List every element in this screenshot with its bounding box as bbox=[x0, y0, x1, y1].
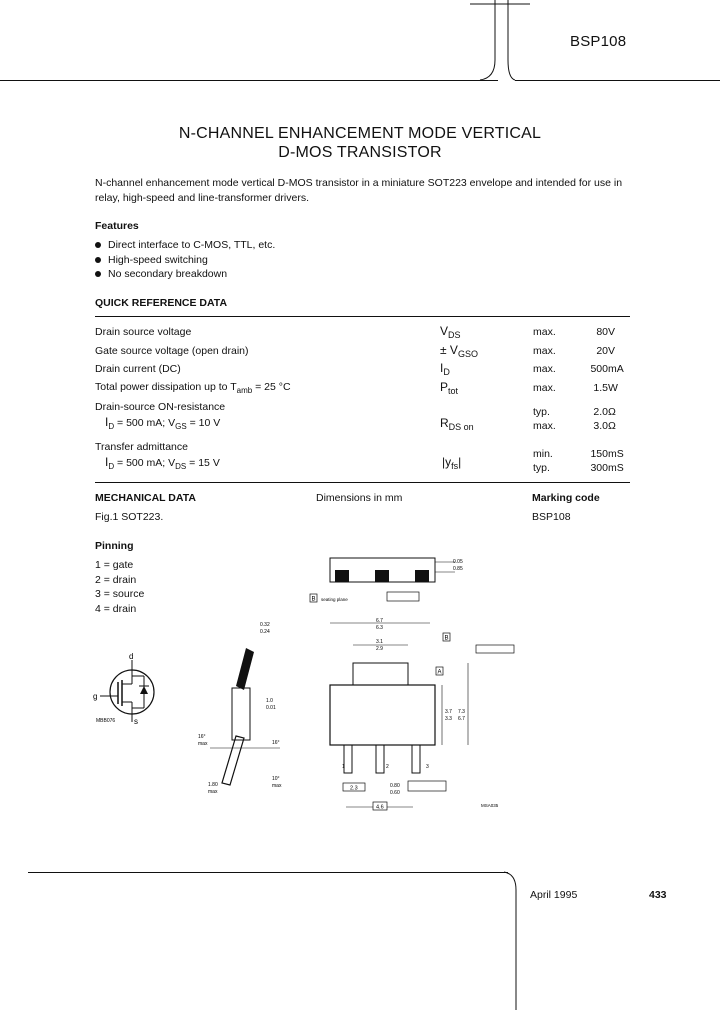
unit: mS bbox=[608, 462, 624, 474]
drain-label: d bbox=[129, 652, 134, 661]
body-h-3: 7.3 bbox=[458, 709, 465, 715]
top-w-1: 6.7 bbox=[376, 618, 383, 624]
header-divider bbox=[470, 0, 540, 84]
page-title bbox=[0, 124, 720, 162]
on-resistance-param: Drain-source ON-resistance bbox=[95, 401, 226, 413]
pin-item: 2 = drain bbox=[95, 573, 137, 586]
value: 3.0 bbox=[593, 420, 608, 432]
value: 500 bbox=[590, 363, 608, 376]
pin-num-3: 3 bbox=[426, 764, 429, 770]
ref-a: A bbox=[437, 669, 442, 676]
symbol: $I_D$ bbox=[440, 361, 450, 378]
lead-w-3: 0.80 bbox=[390, 783, 400, 789]
unit: V bbox=[608, 344, 616, 357]
source-label: s bbox=[134, 717, 138, 726]
seating-label: seating plane bbox=[321, 597, 348, 602]
transistor-symbol bbox=[92, 650, 167, 730]
page-number: 433 bbox=[649, 889, 667, 901]
param: Total power dissipation up to $T_{amb} = 25$ °C bbox=[95, 381, 291, 396]
package-outline-drawing bbox=[318, 615, 523, 815]
value: 2.0 bbox=[593, 406, 608, 418]
footer-divider bbox=[500, 860, 530, 1010]
body-h-4: 6.7 bbox=[458, 716, 465, 722]
on-resistance-condition: $I_D = 500$ mA; $V_{GS} = 10$ V bbox=[105, 415, 221, 432]
lead-w-4: 0.60 bbox=[390, 790, 400, 796]
lead-thk-2: 0.24 bbox=[260, 629, 270, 635]
table-row bbox=[533, 461, 630, 475]
footer-date: April 1995 bbox=[530, 889, 578, 901]
lead-detail-drawing bbox=[190, 620, 300, 800]
table-row bbox=[533, 447, 630, 461]
body-h-1: 3.7 bbox=[445, 709, 452, 715]
seating-ref: B bbox=[311, 596, 316, 603]
footer-rule bbox=[28, 872, 508, 873]
pin-item: 3 = source bbox=[95, 588, 145, 600]
symbol-code: MBB076 bbox=[96, 718, 116, 724]
table-row bbox=[533, 419, 630, 433]
on-resistance-symbol: $R_{DS on}$ bbox=[440, 416, 474, 432]
qualifier: max. bbox=[533, 344, 556, 357]
span: 4.6 bbox=[376, 804, 384, 811]
transfer-values bbox=[533, 447, 630, 475]
pinning-list bbox=[95, 558, 144, 616]
mechanical-heading: MECHANICAL DATA bbox=[95, 492, 196, 504]
header-rule-right bbox=[515, 80, 720, 81]
pitch: 2.3 bbox=[350, 785, 358, 792]
angle-1b: max bbox=[198, 741, 208, 747]
drawing-code: MSA035 bbox=[481, 803, 499, 808]
symbol: $P_{tot}$ bbox=[440, 380, 459, 397]
marking-heading: Marking code bbox=[532, 492, 600, 504]
quick-reference-bottom-rule bbox=[95, 482, 630, 483]
side-view-drawing bbox=[305, 550, 465, 608]
pinning-heading: Pinning bbox=[95, 540, 134, 552]
angle-2: 16° bbox=[272, 740, 280, 746]
angle-1: 16° bbox=[198, 734, 206, 740]
pin-item: 4 = drain bbox=[95, 602, 137, 615]
table-row bbox=[95, 360, 630, 379]
title-line-2: D-MOS TRANSISTOR bbox=[278, 144, 442, 161]
qualifier: min. bbox=[533, 448, 553, 460]
param: Drain source voltage bbox=[95, 326, 192, 339]
qualifier: max. bbox=[533, 420, 556, 432]
gate-label: g bbox=[93, 692, 98, 701]
unit: W bbox=[608, 382, 618, 395]
angle-3: 10° bbox=[272, 776, 280, 782]
side-tol-1: 0.05 bbox=[453, 559, 463, 565]
feature-item: Direct interface to C-MOS, TTL, etc. bbox=[95, 238, 395, 253]
transfer-condition: $I_D = 500$ mA; $V_{DS} = 15$ V bbox=[105, 455, 220, 472]
title-line-1: N-CHANNEL ENHANCEMENT MODE VERTICAL bbox=[178, 125, 542, 142]
value: 20 bbox=[596, 344, 608, 357]
table-row bbox=[95, 379, 630, 398]
feature-item: High-speed switching bbox=[95, 253, 395, 268]
qualifier: max. bbox=[533, 363, 556, 376]
pin-num-1: 1 bbox=[342, 764, 345, 770]
pin-item: 1 = gate bbox=[95, 559, 134, 571]
value: 1.5 bbox=[593, 382, 608, 395]
part-number: BSP108 bbox=[570, 33, 627, 50]
side-tol-2: 0.85 bbox=[453, 566, 463, 572]
transfer-symbol: $|y_{fs}|$ bbox=[442, 455, 462, 471]
dimensions-note: Dimensions in mm bbox=[316, 492, 403, 504]
qualifier: typ. bbox=[533, 406, 550, 418]
lead-t-2: 0.01 bbox=[266, 705, 276, 711]
on-resistance-values bbox=[533, 405, 630, 433]
lead-w-1: 1.80 bbox=[208, 782, 218, 788]
ref-b: B bbox=[444, 635, 449, 642]
qualifier: max. bbox=[533, 382, 556, 395]
features-list bbox=[95, 238, 395, 282]
lead-w-2: max bbox=[208, 789, 218, 795]
tab-w-1: 3.1 bbox=[376, 639, 383, 645]
intro-text: N-channel enhancement mode vertical D-MOS transistor in a miniature SOT223 envelope and intended for use in relay, high-speed and line-transformer drivers. bbox=[95, 177, 623, 204]
unit: Ω bbox=[608, 406, 616, 418]
top-w-2: 6.3 bbox=[376, 625, 383, 631]
qualifier: typ. bbox=[533, 462, 550, 474]
symbol: ± $V_{GSO}$ bbox=[440, 342, 478, 359]
quick-reference-table bbox=[95, 323, 630, 397]
unit: mA bbox=[608, 363, 624, 376]
header-rule-left bbox=[0, 80, 498, 81]
table-row bbox=[533, 405, 630, 419]
angle-3b: max bbox=[272, 783, 282, 789]
feature-item: No secondary breakdown bbox=[95, 267, 395, 282]
symbol: $V_{DS}$ bbox=[440, 324, 461, 341]
figure-caption: Fig.1 SOT223. bbox=[95, 511, 164, 523]
unit: Ω bbox=[608, 420, 616, 432]
quick-reference-rule bbox=[95, 316, 630, 317]
table-row bbox=[95, 342, 630, 361]
tab-w-2: 2.9 bbox=[376, 646, 383, 652]
transfer-param: Transfer admittance bbox=[95, 441, 188, 453]
lead-t-1: 1.0 bbox=[266, 698, 273, 704]
unit: mS bbox=[608, 448, 624, 460]
quick-reference-heading: QUICK REFERENCE DATA bbox=[95, 297, 228, 309]
body-h-2: 3.3 bbox=[445, 716, 452, 722]
param: Drain current (DC) bbox=[95, 363, 181, 376]
pin-num-2: 2 bbox=[386, 764, 389, 770]
value: 80 bbox=[596, 326, 608, 339]
value: 300 bbox=[590, 462, 608, 474]
value: 150 bbox=[590, 448, 608, 460]
unit: V bbox=[608, 326, 616, 339]
features-heading: Features bbox=[95, 220, 139, 232]
qualifier: max. bbox=[533, 326, 556, 339]
param: Gate source voltage (open drain) bbox=[95, 344, 249, 357]
table-row bbox=[95, 323, 630, 342]
marking-code: BSP108 bbox=[532, 511, 571, 523]
lead-thk-1: 0.32 bbox=[260, 622, 270, 628]
